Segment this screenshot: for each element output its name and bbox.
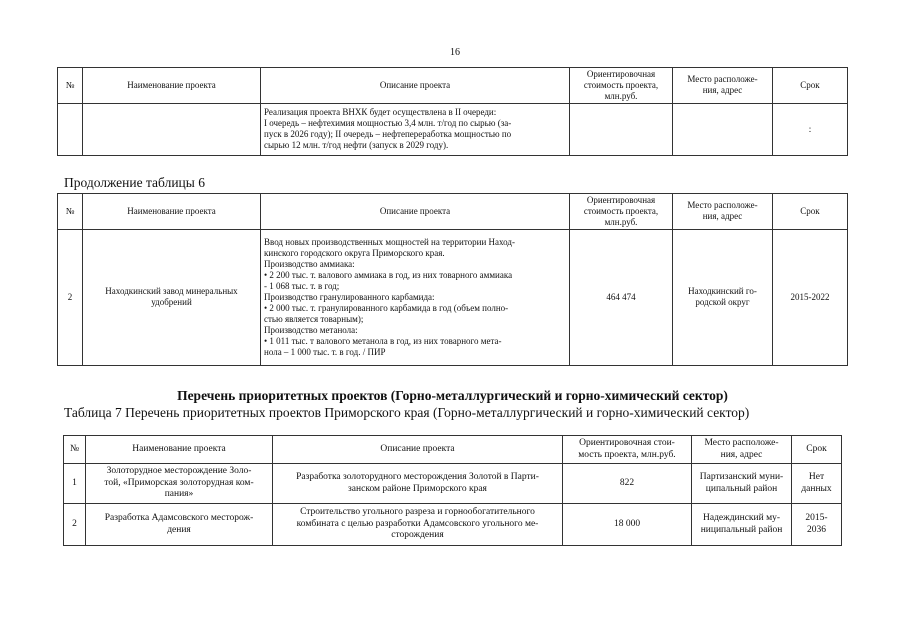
header-place: Место расположе- ния, адрес	[673, 194, 773, 230]
page-number: 16	[450, 47, 460, 58]
cell-term: 2015-2022	[773, 229, 848, 365]
header-num: №	[64, 436, 86, 464]
cell-desc: Разработка золоторудного месторождения Золотой в Парти- занском районе Приморского края	[273, 464, 563, 504]
table-6-continued	[57, 193, 848, 366]
table-header-row	[64, 436, 842, 464]
header-term: Срок	[773, 194, 848, 230]
cell-num: 2	[64, 504, 86, 546]
table-row	[64, 504, 842, 546]
cell-desc: Реализация проекта ВНХК будет осуществлена в II очереди: I очередь – нефтехимия мощностью 3,4 млн. т/год по сырью (за- пуск в 2026 году); II очередь – нефтепереработка мощностью по сырью 12 млн. т/год нефти (запуск в 2029 году).	[261, 103, 570, 155]
cell-name: Разработка Адамсовского месторож- дения	[86, 504, 273, 546]
cell-place: Партизанский муни- ципальный район	[692, 464, 792, 504]
header-place: Место расположе- ния, адрес	[692, 436, 792, 464]
table-6-caption: Продолжение таблицы 6	[64, 175, 205, 190]
header-term: Срок	[773, 68, 848, 104]
cell-cost	[570, 103, 673, 155]
cell-term: 2015- 2036	[792, 504, 842, 546]
table-header-row	[58, 68, 848, 104]
header-cost: Ориентировочная стоимость проекта, млн.руб.	[570, 68, 673, 104]
header-name: Наименование проекта	[83, 194, 261, 230]
cell-term: Нет данных	[792, 464, 842, 504]
cell-place	[673, 103, 773, 155]
cell-term: :	[773, 103, 848, 155]
cell-num	[58, 103, 83, 155]
section-heading: Перечень приоритетных проектов (Горно-металлургический и горно-химический сектор)	[177, 388, 728, 403]
header-cost: Ориентировочная стоимость проекта, млн.руб.	[570, 194, 673, 230]
header-place: Место расположе- ния, адрес	[673, 68, 773, 104]
cell-num: 1	[64, 464, 86, 504]
cell-desc: Ввод новых производственных мощностей на территории Наход- кинского городского округа Приморского края. Производство аммиака: • 2 200 тыс. т. валового аммиака в год, из них товарного аммиака - 1 068 тыс. т. в год; Производство гранулированного карбамида: • 2 000 тыс. т. гранулированного карбамида в год (объем полно- стью является товарным); Производство метанола: • 1 011 тыс. т валового метанола в год, из них товарного мета- нола – 1 000 тыс. т. в год. / ПИР	[261, 229, 570, 365]
table-row	[58, 229, 848, 365]
header-num: №	[58, 68, 83, 104]
header-desc: Описание проекта	[261, 194, 570, 230]
cell-name: Находкинский завод минеральных удобрений	[83, 229, 261, 365]
cell-cost: 464 474	[570, 229, 673, 365]
header-num: №	[58, 194, 83, 230]
header-cost: Ориентировочная стои- мость проекта, млн.руб.	[563, 436, 692, 464]
cell-place: Находкинский го- родской округ	[673, 229, 773, 365]
table-header-row	[58, 194, 848, 230]
cell-num: 2	[58, 229, 83, 365]
header-name: Наименование проекта	[86, 436, 273, 464]
cell-name: Золоторудное месторождение Золо- той, «Приморская золоторудная ком- пания»	[86, 464, 273, 504]
table-row	[64, 464, 842, 504]
cell-desc: Строительство угольного разреза и горнообогатительного комбината с целью разработки Адамсовского угольного ме- сторождения	[273, 504, 563, 546]
table-row	[58, 103, 848, 155]
table-7-caption: Таблица 7 Перечень приоритетных проектов Приморского края (Горно-металлургический и горно-химический сектор)	[64, 405, 750, 420]
header-desc: Описание проекта	[273, 436, 563, 464]
header-term: Срок	[792, 436, 842, 464]
header-desc: Описание проекта	[261, 68, 570, 104]
cell-cost: 18 000	[563, 504, 692, 546]
header-name: Наименование проекта	[83, 68, 261, 104]
cell-place: Надеждинский му- ниципальный район	[692, 504, 792, 546]
cell-cost: 822	[563, 464, 692, 504]
table-6-top	[57, 67, 848, 156]
cell-name	[83, 103, 261, 155]
table-7	[63, 435, 842, 546]
